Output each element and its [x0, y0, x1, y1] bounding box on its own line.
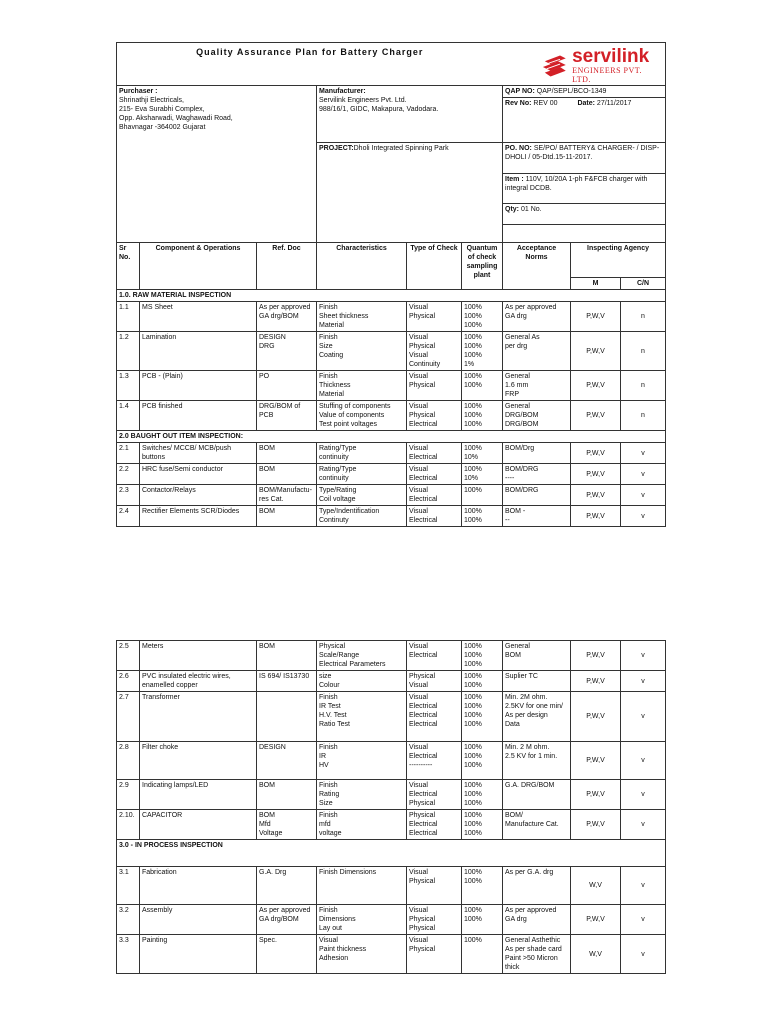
check-type-cell: Visual Physical Electrical [407, 401, 462, 431]
col-ref: Ref. Doc [257, 243, 317, 290]
component-cell: Indicating lamps/LED [140, 780, 257, 810]
date-label: Date: [577, 100, 595, 107]
table-row [117, 935, 666, 974]
quantum-cell: 100% 100% 100% [462, 780, 503, 810]
quantum-cell: 100% 100% [462, 905, 503, 935]
quantum-cell: 100% 100% 100% [462, 401, 503, 431]
qap-page-2 [116, 640, 665, 974]
component-cell: Transformer [140, 692, 257, 742]
col-characteristics: Characteristics [317, 243, 407, 290]
col-acceptance: Acceptance Norms [503, 243, 571, 290]
qap-number: QAP/SEPL/BCO-1349 [536, 88, 607, 95]
table-row [117, 742, 666, 780]
col-quantum: Quantum of check sampling plant [462, 243, 503, 290]
document-title: Quality Assurance Plan for Battery Charger [196, 47, 424, 57]
ref-doc-cell: BOM [257, 641, 317, 671]
agency-m-cell: P,W,V [571, 464, 621, 485]
purchaser-label: Purchaser : [119, 88, 158, 95]
quantum-cell: 100% [462, 935, 503, 974]
sr-cell: 2.9 [117, 780, 140, 810]
table-row [117, 671, 666, 692]
agency-m-cell: P,W,V [571, 742, 621, 780]
sr-cell: 3.3 [117, 935, 140, 974]
characteristics-cell: Type/Rating Coil voltage [317, 485, 407, 506]
check-type-cell: Physical Visual [407, 671, 462, 692]
acceptance-cell: BOM - -- [503, 506, 571, 527]
agency-cn-cell: v [621, 935, 666, 974]
acceptance-cell: BOM/DRG [503, 485, 571, 506]
sr-cell: 2.8 [117, 742, 140, 780]
sr-cell: 2.5 [117, 641, 140, 671]
ref-doc-cell: DRG/BOM of PCB [257, 401, 317, 431]
acceptance-cell: As per approved GA drg [503, 905, 571, 935]
agency-cn-cell: v [621, 692, 666, 742]
agency-m-cell: P,W,V [571, 485, 621, 506]
acceptance-cell: Min. 2 M ohm. 2.5 KV for 1 min. [503, 742, 571, 780]
quantum-cell: 100% 100% [462, 506, 503, 527]
item-label: Item : [505, 176, 524, 183]
po-label: PO. NO: [505, 145, 532, 152]
agency-m-cell: P,W,V [571, 302, 621, 332]
quantum-cell: 100% [462, 485, 503, 506]
sr-cell: 1.2 [117, 332, 140, 371]
characteristics-cell: Finish Thickness Material [317, 371, 407, 401]
component-cell: Filter choke [140, 742, 257, 780]
quantum-cell: 100% 100% 100% [462, 641, 503, 671]
ref-doc-cell: As per approved GA drg/BOM [257, 302, 317, 332]
characteristics-cell: Visual Paint thickness Adhesion [317, 935, 407, 974]
agency-cn-cell: v [621, 485, 666, 506]
check-type-cell: Physical Electrical Electrical [407, 810, 462, 840]
purchaser-cell [117, 86, 317, 243]
check-type-cell: Visual Physical Visual Continuity [407, 332, 462, 371]
acceptance-cell: Min. 2M ohm. 2.5KV for one min/ As per design Data [503, 692, 571, 742]
component-cell: Painting [140, 935, 257, 974]
acceptance-cell: As per G.A. drg [503, 867, 571, 905]
acceptance-cell: As per approved GA drg [503, 302, 571, 332]
table-row [117, 332, 666, 371]
component-cell: MS Sheet [140, 302, 257, 332]
component-cell: Contactor/Relays [140, 485, 257, 506]
sr-cell: 2.2 [117, 464, 140, 485]
manufacturer-label: Manufacturer: [319, 88, 366, 95]
agency-cn-cell: n [621, 371, 666, 401]
quantum-cell: 100% 10% [462, 464, 503, 485]
acceptance-cell: General As per drg [503, 332, 571, 371]
check-type-cell: Visual Physical [407, 302, 462, 332]
ref-doc-cell: BOM [257, 506, 317, 527]
ref-doc-cell: BOM [257, 464, 317, 485]
agency-cn-cell: v [621, 443, 666, 464]
inspection-table-1 [116, 242, 666, 527]
table-row [117, 692, 666, 742]
table-row [117, 867, 666, 905]
qty-label: Qty: [505, 206, 520, 213]
component-cell: PVC insulated electric wires, enamelled copper [140, 671, 257, 692]
sr-cell: 1.4 [117, 401, 140, 431]
check-type-cell: Visual Electrical ---------- [407, 742, 462, 780]
ref-doc-cell: BOM Mfd Voltage [257, 810, 317, 840]
check-type-cell: Visual Physical [407, 867, 462, 905]
agency-m-cell: P,W,V [571, 692, 621, 742]
agency-m-cell: W,V [571, 867, 621, 905]
sr-cell: 2.3 [117, 485, 140, 506]
quantum-cell: 100% 100% [462, 671, 503, 692]
agency-cn-cell: v [621, 905, 666, 935]
col-component: Component & Operations [140, 243, 257, 290]
check-type-cell: Visual Physical Physical [407, 905, 462, 935]
check-type-cell: Visual Electrical [407, 464, 462, 485]
ref-doc-cell: PO [257, 371, 317, 401]
table-row [117, 371, 666, 401]
servilink-logo-icon [541, 52, 570, 80]
agency-m-cell: P,W,V [571, 401, 621, 431]
characteristics-cell: Finish IR Test H.V. Test Ratio Test [317, 692, 407, 742]
manufacturer-cell [317, 86, 503, 143]
agency-cn-cell: v [621, 742, 666, 780]
quantum-cell: 100% 100% 100% 1% [462, 332, 503, 371]
component-cell: CAPACITOR [140, 810, 257, 840]
sr-cell: 1.3 [117, 371, 140, 401]
quantum-cell: 100% 100% 100% [462, 742, 503, 780]
component-cell: HRC fuse/Semi conductor [140, 464, 257, 485]
col-type: Type of Check [407, 243, 462, 290]
section-in-process: 3.0 - IN PROCESS INSPECTION [117, 840, 666, 867]
agency-cn-cell: v [621, 464, 666, 485]
agency-cn-cell: n [621, 302, 666, 332]
agency-m-cell: P,W,V [571, 641, 621, 671]
po-number: SE/PO/ BATTERY& CHARGER- / DISP-DHOLI / 05-Dtd.15-11-2017. [505, 145, 660, 161]
sr-cell: 1.1 [117, 302, 140, 332]
project-label: PROJECT: [319, 145, 354, 152]
qap-page-1 [116, 42, 665, 527]
agency-cn-cell: n [621, 401, 666, 431]
agency-cn-cell: v [621, 641, 666, 671]
characteristics-cell: Finish Size Coating [317, 332, 407, 371]
purchaser-address: Shrinathji Electricals, 215- Eva Surabhi Complex, Opp. Aksharwadi, Waghawadi Road, Bhavnagar -364002 Gujarat [119, 97, 233, 131]
characteristics-cell: Finish Dimensions [317, 867, 407, 905]
ref-doc-cell: Spec. [257, 935, 317, 974]
characteristics-cell: Rating/Type continuity [317, 443, 407, 464]
component-cell: Rectifier Elements SCR/Diodes [140, 506, 257, 527]
ref-doc-cell: DESIGN DRG [257, 332, 317, 371]
agency-m-cell: P,W,V [571, 780, 621, 810]
project-cell [317, 143, 503, 243]
sr-cell: 2.7 [117, 692, 140, 742]
check-type-cell: Visual Electrical [407, 485, 462, 506]
agency-cn-cell: v [621, 810, 666, 840]
table-row [117, 443, 666, 464]
agency-cn-cell: v [621, 780, 666, 810]
sr-cell: 2.4 [117, 506, 140, 527]
acceptance-cell: Suplier TC [503, 671, 571, 692]
quantum-cell: 100% 100% 100% [462, 302, 503, 332]
characteristics-cell: Finish Dimensions Lay out [317, 905, 407, 935]
characteristics-cell: Finish Rating Size [317, 780, 407, 810]
check-type-cell: Visual Electrical Physical [407, 780, 462, 810]
component-cell: PCB finished [140, 401, 257, 431]
acceptance-cell: G.A. DRG/BOM [503, 780, 571, 810]
check-type-cell: Visual Physical [407, 935, 462, 974]
ref-doc-cell: As per approved GA drg/BOM [257, 905, 317, 935]
table-row [117, 401, 666, 431]
check-type-cell: Visual Electrical [407, 641, 462, 671]
ref-doc-cell: IS 694/ IS13730 [257, 671, 317, 692]
agency-m-cell: P,W,V [571, 332, 621, 371]
ref-doc-cell: G.A. Drg [257, 867, 317, 905]
rev-number: REV 00 [533, 100, 558, 107]
company-logo [503, 43, 666, 84]
quantum-cell: 100% 100% 100% [462, 810, 503, 840]
sr-cell: 2.10. [117, 810, 140, 840]
col-sr: Sr No. [117, 243, 140, 290]
characteristics-cell: size Colour [317, 671, 407, 692]
col-m: M [571, 278, 621, 290]
agency-m-cell: P,W,V [571, 443, 621, 464]
characteristics-cell: Finish mfd voltage [317, 810, 407, 840]
logo-subtitle: ENGINEERS PVT. LTD. [572, 66, 643, 84]
qty-value: 01 No. [520, 206, 542, 213]
quantum-cell: 100% 100% 100% 100% [462, 692, 503, 742]
agency-cn-cell: n [621, 332, 666, 371]
sr-cell: 3.2 [117, 905, 140, 935]
sr-cell: 3.1 [117, 867, 140, 905]
agency-cn-cell: v [621, 506, 666, 527]
agency-m-cell: W,V [571, 935, 621, 974]
ref-doc-cell: BOM/Manufactu- res Cat. [257, 485, 317, 506]
acceptance-cell: General Asthethic As per shade card Paint >50 Micron thick [503, 935, 571, 974]
qap-label: QAP NO: [505, 88, 535, 95]
col-agency: Inspecting Agency [571, 243, 666, 278]
check-type-cell: Visual Electrical [407, 443, 462, 464]
characteristics-cell: Type/Indentification Continuty [317, 506, 407, 527]
rev-label: Rev No: [505, 100, 532, 107]
qap-date: 27/11/2017 [596, 100, 632, 107]
table-row [117, 641, 666, 671]
ref-doc-cell [257, 692, 317, 742]
characteristics-cell: Finish Sheet thickness Material [317, 302, 407, 332]
inspection-table-2 [116, 640, 666, 974]
agency-cn-cell: v [621, 867, 666, 905]
qap-header-table [116, 42, 666, 243]
table-row [117, 464, 666, 485]
characteristics-cell: Stuffing of components Value of components Test point voltages [317, 401, 407, 431]
table-row [117, 810, 666, 840]
component-cell: Fabrication [140, 867, 257, 905]
agency-m-cell: P,W,V [571, 810, 621, 840]
component-cell: Meters [140, 641, 257, 671]
section-bought-out: 2.0 BAUGHT OUT ITEM INSPECTION: [117, 431, 666, 443]
col-cn: C/N [621, 278, 666, 290]
agency-cn-cell: v [621, 671, 666, 692]
ref-doc-cell: BOM [257, 443, 317, 464]
check-type-cell: Visual Electrical [407, 506, 462, 527]
characteristics-cell: Rating/Type continuity [317, 464, 407, 485]
sr-cell: 2.6 [117, 671, 140, 692]
table-row [117, 506, 666, 527]
agency-m-cell: P,W,V [571, 905, 621, 935]
component-cell: Switches/ MCCB/ MCB/push buttons [140, 443, 257, 464]
quantum-cell: 100% 100% [462, 867, 503, 905]
acceptance-cell: BOM/DRG ---- [503, 464, 571, 485]
ref-doc-cell: DESIGN [257, 742, 317, 780]
agency-m-cell: P,W,V [571, 371, 621, 401]
acceptance-cell: BOM/Drg [503, 443, 571, 464]
characteristics-cell: Finish IR HV [317, 742, 407, 780]
acceptance-cell: General DRG/BOM DRG/BOM [503, 401, 571, 431]
acceptance-cell: BOM/ Manufacture Cat. [503, 810, 571, 840]
table-row [117, 780, 666, 810]
characteristics-cell: Physical Scale/Range Electrical Parameters [317, 641, 407, 671]
quantum-cell: 100% 100% [462, 371, 503, 401]
logo-name: servilink [572, 46, 650, 67]
component-cell: Assembly [140, 905, 257, 935]
component-cell: Lamination [140, 332, 257, 371]
table-row [117, 905, 666, 935]
item-description: 110V, 10/20A 1-ph F&FCB charger with integral DCDB. [505, 176, 648, 192]
agency-m-cell: P,W,V [571, 671, 621, 692]
table-row [117, 485, 666, 506]
acceptance-cell: General 1.6 mm FRP [503, 371, 571, 401]
component-cell: PCB - (Plain) [140, 371, 257, 401]
project-name: Dholi Integrated Spinning Park [353, 145, 449, 152]
ref-doc-cell: BOM [257, 780, 317, 810]
section-raw-material: 1.0. RAW MATERIAL INSPECTION [117, 290, 666, 302]
check-type-cell: Visual Physical [407, 371, 462, 401]
table-row [117, 302, 666, 332]
sr-cell: 2.1 [117, 443, 140, 464]
acceptance-cell: General BOM [503, 641, 571, 671]
quantum-cell: 100% 10% [462, 443, 503, 464]
agency-m-cell: P,W,V [571, 506, 621, 527]
manufacturer-address: Servilink Engineers Pvt. Ltd. 988/16/1, GIDC, Makapura, Vadodara. [319, 97, 439, 113]
check-type-cell: Visual Electrical Electrical Electrical [407, 692, 462, 742]
